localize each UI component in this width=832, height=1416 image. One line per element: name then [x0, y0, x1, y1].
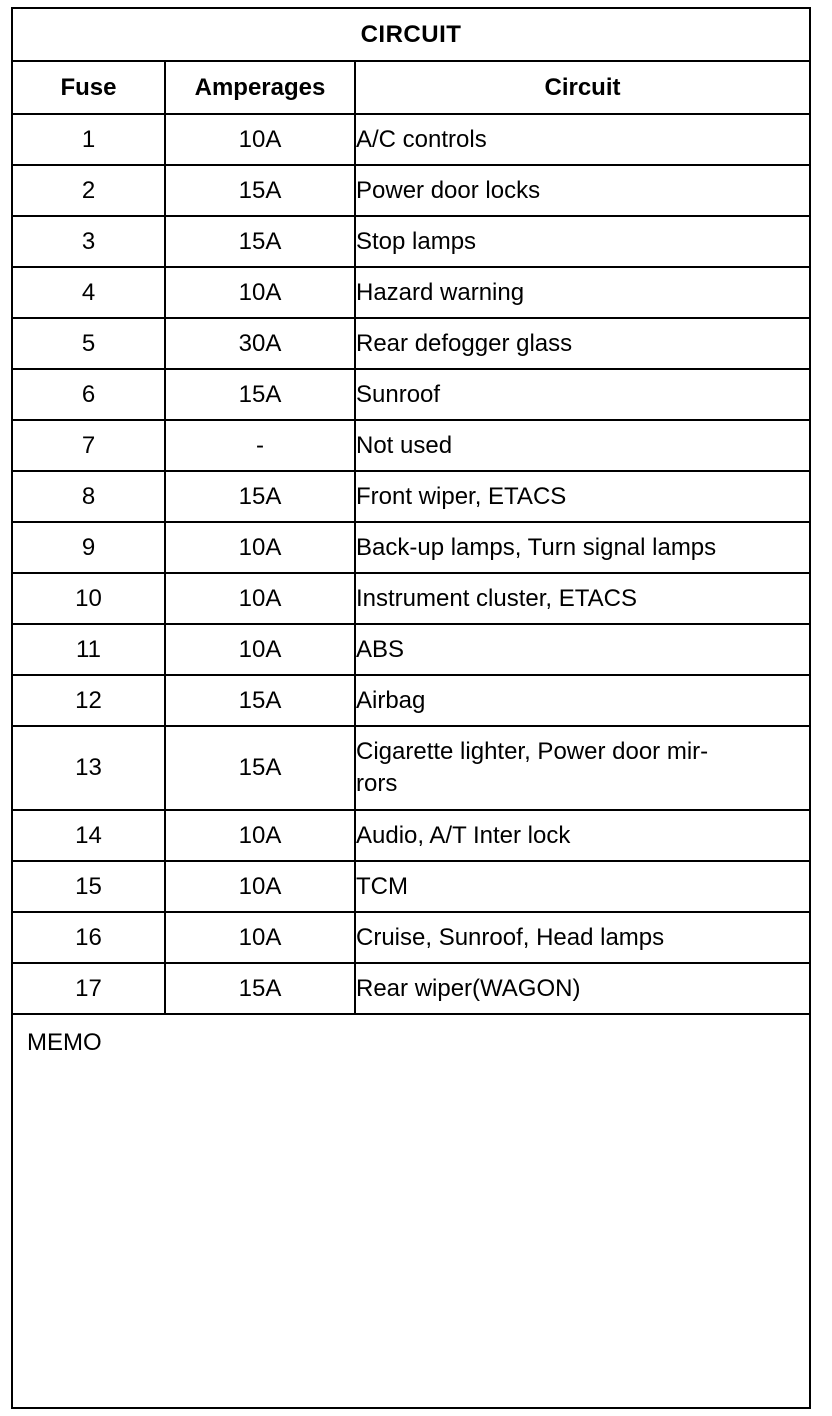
circuit-text: Audio, A/T Inter lock	[356, 821, 571, 849]
fuse-number: 3	[13, 216, 165, 267]
fuse-circuit	[355, 861, 809, 912]
table-row	[13, 114, 809, 165]
fuse-circuit	[355, 912, 809, 963]
circuit-text: A/C controls	[356, 125, 487, 153]
table-title-row	[13, 9, 809, 61]
circuit-text: Sunroof	[356, 380, 441, 408]
fuse-circuit-table	[13, 9, 809, 1015]
fuse-amperage: 15A	[165, 963, 355, 1014]
table-row	[13, 861, 809, 912]
fuse-number: 13	[13, 726, 165, 810]
table-row	[13, 675, 809, 726]
table-row	[13, 165, 809, 216]
fuse-amperage: 10A	[165, 114, 355, 165]
circuit-text: Stop lamps	[356, 227, 477, 255]
fuse-circuit	[355, 165, 809, 216]
fuse-number: 17	[13, 963, 165, 1014]
fuse-amperage: 10A	[165, 810, 355, 861]
fuse-circuit	[355, 216, 809, 267]
fuse-amperage: -	[165, 420, 355, 471]
circuit-text: ABS	[356, 635, 405, 663]
fuse-amperage: 15A	[165, 726, 355, 810]
header-circuit: Circuit	[355, 61, 809, 114]
fuse-circuit	[355, 963, 809, 1014]
fuse-number: 4	[13, 267, 165, 318]
fuse-number: 1	[13, 114, 165, 165]
circuit-text: Hazard warning	[356, 278, 525, 306]
memo-section	[13, 1015, 809, 1071]
fuse-number: 2	[13, 165, 165, 216]
circuit-text: Rear defogger glass	[356, 329, 573, 357]
fuse-circuit	[355, 675, 809, 726]
fuse-circuit-table-frame	[11, 7, 811, 1409]
fuse-amperage: 10A	[165, 573, 355, 624]
circuit-text: Airbag	[356, 686, 426, 714]
table-row	[13, 726, 809, 810]
header-amperages: Amperages	[165, 61, 355, 114]
circuit-text: Front wiper, ETACS	[356, 482, 567, 510]
fuse-number: 6	[13, 369, 165, 420]
table-row	[13, 267, 809, 318]
table-row	[13, 216, 809, 267]
fuse-circuit	[355, 573, 809, 624]
fuse-number: 11	[13, 624, 165, 675]
table-row	[13, 318, 809, 369]
fuse-circuit	[355, 114, 809, 165]
fuse-circuit	[355, 267, 809, 318]
circuit-text: Not used	[356, 431, 453, 459]
table-row	[13, 420, 809, 471]
fuse-amperage: 30A	[165, 318, 355, 369]
fuse-circuit	[355, 624, 809, 675]
table-row	[13, 810, 809, 861]
fuse-number: 15	[13, 861, 165, 912]
fuse-amperage: 15A	[165, 165, 355, 216]
fuse-number: 9	[13, 522, 165, 573]
fuse-amperage: 10A	[165, 522, 355, 573]
table-title: CIRCUIT	[13, 9, 809, 61]
table-row	[13, 369, 809, 420]
fuse-amperage: 10A	[165, 912, 355, 963]
fuse-amperage: 10A	[165, 861, 355, 912]
fuse-amperage: 10A	[165, 624, 355, 675]
header-fuse: Fuse	[13, 61, 165, 114]
table-row	[13, 963, 809, 1014]
fuse-circuit	[355, 522, 809, 573]
circuit-text: TCM	[356, 872, 408, 900]
table-row	[13, 471, 809, 522]
fuse-number: 5	[13, 318, 165, 369]
circuit-text: Cruise, Sunroof, Head lamps	[356, 923, 665, 951]
fuse-number: 14	[13, 810, 165, 861]
fuse-amperage: 15A	[165, 369, 355, 420]
fuse-circuit	[355, 420, 809, 471]
fuse-circuit	[355, 318, 809, 369]
fuse-circuit	[355, 810, 809, 861]
circuit-text: Rear wiper(WAGON)	[356, 974, 581, 1002]
fuse-amperage: 15A	[165, 675, 355, 726]
fuse-circuit	[355, 369, 809, 420]
table-row	[13, 522, 809, 573]
circuit-text: Cigarette lighter, Power door mir- rors	[356, 738, 709, 797]
table-header-row	[13, 61, 809, 114]
fuse-number: 7	[13, 420, 165, 471]
memo-label: MEMO	[27, 1029, 102, 1056]
fuse-number: 16	[13, 912, 165, 963]
fuse-amperage: 15A	[165, 471, 355, 522]
fuse-number: 10	[13, 573, 165, 624]
circuit-text: Instrument cluster, ETACS	[356, 584, 637, 612]
fuse-amperage: 10A	[165, 267, 355, 318]
table-row	[13, 912, 809, 963]
table-row	[13, 624, 809, 675]
fuse-circuit	[355, 471, 809, 522]
fuse-number: 8	[13, 471, 165, 522]
table-row	[13, 573, 809, 624]
fuse-number: 12	[13, 675, 165, 726]
table-body	[13, 114, 809, 1014]
fuse-circuit	[355, 726, 809, 810]
circuit-text: Power door locks	[356, 176, 541, 204]
circuit-text: Back-up lamps, Turn signal lamps	[356, 533, 717, 561]
fuse-amperage: 15A	[165, 216, 355, 267]
